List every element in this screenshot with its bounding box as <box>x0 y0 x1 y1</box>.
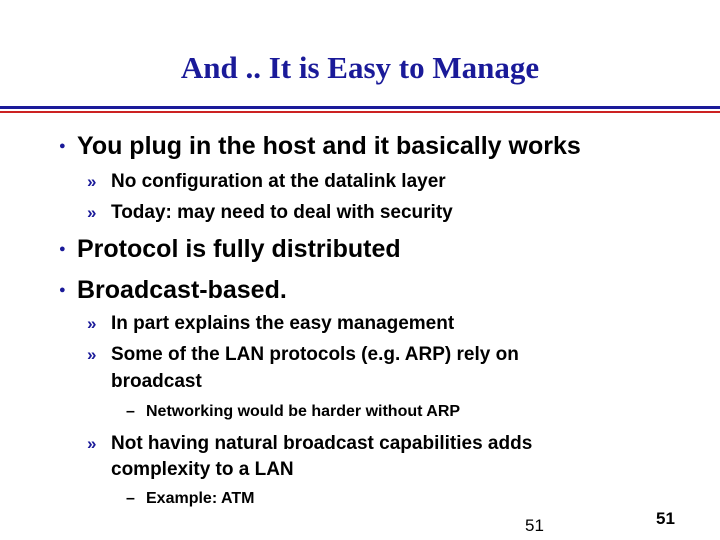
bullet-dot-icon: ● <box>59 140 66 152</box>
page-number-right: 51 <box>656 509 675 528</box>
bullet-2 <box>59 235 401 264</box>
sub-bullet-1-2 <box>87 202 453 224</box>
bullet-dot-icon: ● <box>59 243 66 255</box>
sub-bullet-3-3-text: Not having natural broadcast capabilities adds <box>111 433 533 454</box>
sub-bullet-1-2-text: Today: may need to deal with security <box>111 202 453 223</box>
sub-bullet-3-2-cont <box>111 371 202 393</box>
sub-bullet-3-1 <box>87 313 455 335</box>
sub-bullet-3-2-text-cont: broadcast <box>111 371 202 392</box>
sub-bullet-3-2 <box>87 344 519 366</box>
sub-bullet-marker: » <box>87 434 97 453</box>
sub-bullet-3-2-text: Some of the LAN protocols (e.g. ARP) rely on <box>111 344 519 365</box>
subsub-bullet-3-3-1-text: Example: ATM <box>146 490 255 507</box>
page-number-center: 51 <box>525 516 544 535</box>
sub-bullet-3-3-text-cont: complexity to a LAN <box>111 459 294 480</box>
sub-bullet-marker: » <box>87 203 97 222</box>
subsub-bullet-3-2-1 <box>126 403 461 421</box>
sub-bullet-1-1 <box>87 171 446 193</box>
sub-bullet-marker: » <box>87 314 97 333</box>
bullet-dot-icon: ● <box>59 284 66 296</box>
sub-bullet-3-1-text: In part explains the easy management <box>111 313 455 334</box>
title-underline-red <box>0 111 720 113</box>
bullet-3-text: Broadcast-based. <box>77 276 287 304</box>
subsub-bullet-3-2-1-text: Networking would be harder without ARP <box>146 403 461 420</box>
bullet-2-text: Protocol is fully distributed <box>77 235 401 263</box>
subsub-bullet-3-3-1 <box>126 490 255 508</box>
subsub-bullet-marker: – <box>126 490 135 507</box>
sub-bullet-marker: » <box>87 172 97 191</box>
title-underline-blue <box>0 106 720 109</box>
subsub-bullet-marker: – <box>126 403 135 420</box>
sub-bullet-3-3 <box>87 433 533 455</box>
sub-bullet-3-3-cont <box>111 459 294 481</box>
bullet-1-text: You plug in the host and it basically works <box>77 132 581 160</box>
sub-bullet-marker: » <box>87 345 97 364</box>
bullet-1 <box>59 132 581 161</box>
sub-bullet-1-1-text: No configuration at the datalink layer <box>111 171 446 192</box>
page-title: And .. It is Easy to Manage <box>180 50 540 85</box>
bullet-3 <box>59 276 287 305</box>
